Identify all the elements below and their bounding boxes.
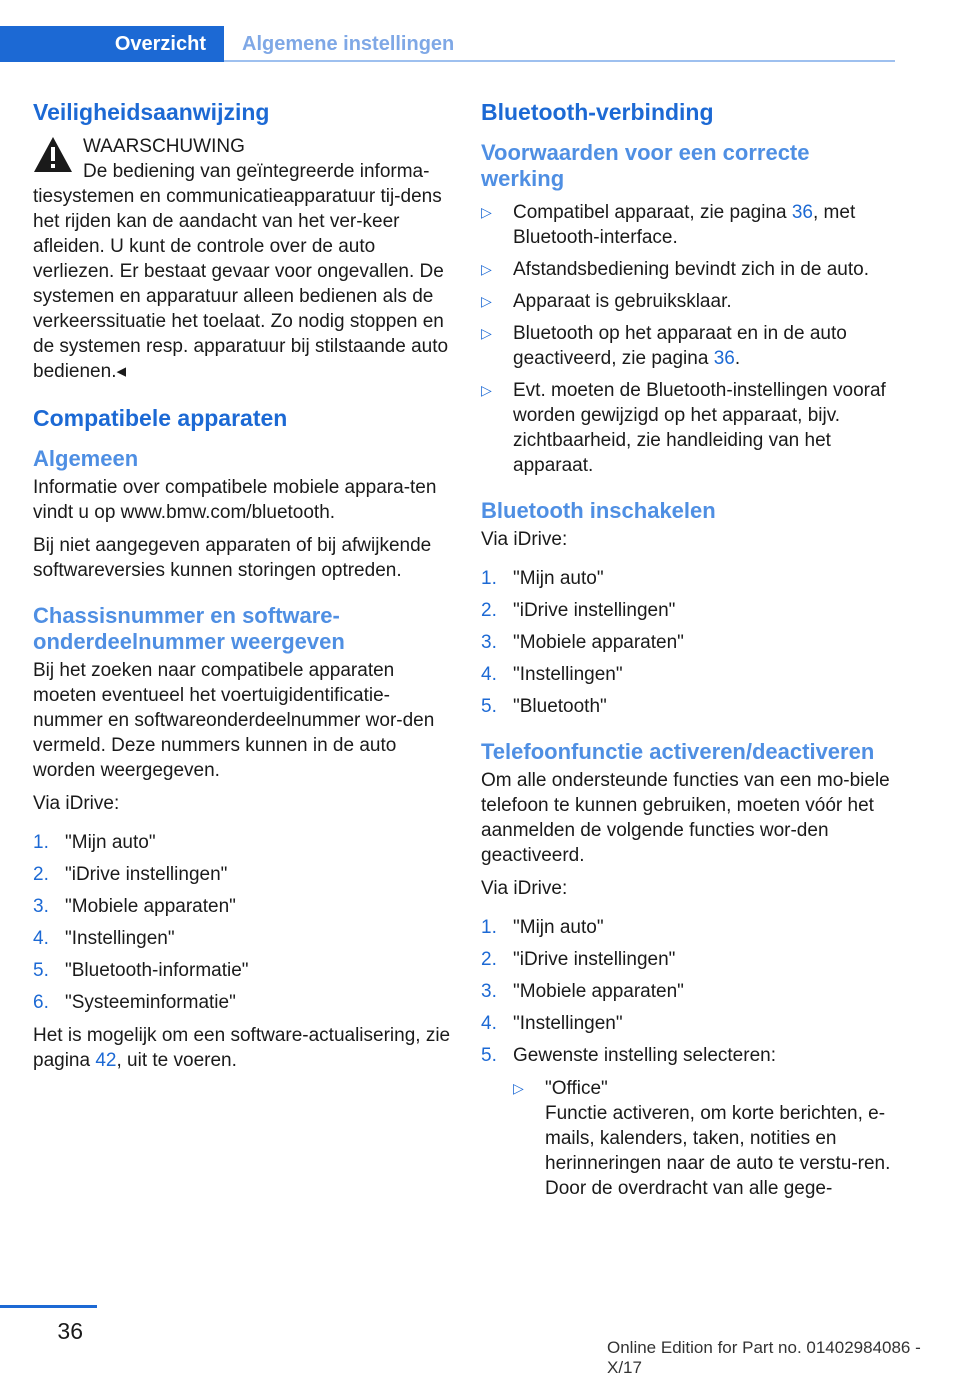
left-steps-list [33,830,451,1015]
list-item: 5. "Bluetooth" [481,696,607,717]
left-column [33,98,451,1081]
office-description: Functie activeren, om korte berichten, e-mails, kalenders, taken, notities en herinneringen naar de auto te verstu-ren. Door de overdracht van alle gege- [545,1103,891,1199]
list-item: 3. "Mobiele apparaten" [481,632,684,653]
list-item: ▷ Evt. moeten de Bluetooth-instellingen vooraf worden gewijzigd op het apparaat, bijv. zichtbaarheid, zie handleiding van het apparaat. [481,380,886,476]
edition-text: Online Edition for Part no. 01402984086 - X/17 [607,1338,921,1377]
chassis-paragraph: Bij het zoeken naar compatibele apparaten moeten eventueel het voertuigidentificatie-nummer en softwareonderdeelnummer wor-den vermeld. Deze nummers kunnen in de auto worden weergegeven. [33,660,435,781]
triangle-bullet-icon: ▷ [481,204,492,220]
via-idrive-label: Via iDrive: [33,793,120,814]
phone-paragraph: Om alle ondersteunde functies van een mo-biele telefoon te kunnen gebruiken, moeten vóór het aanmelden de volgende functies wor-den geactiveerd. [481,770,890,866]
list-item: 6. "Systeeminformatie" [33,992,236,1013]
list-item: 4. "Instellingen" [481,1013,623,1034]
list-item: ▷ Afstandsbediening bevindt zich in de auto. [481,259,869,280]
bluetooth-heading: Bluetooth-verbinding [481,99,714,125]
phone-function-heading: Telefoonfunctie activeren/deactiveren [481,739,875,764]
warning-text: tiesystemen en communicatieapparatuur tij-dens het rijden kan de aandacht van het ver-keer afleiden. U kunt de controle over de auto verliezen. Er bestaat gevaar voor ongevallen. De systemen en apparatuur alleen bedienen als de verkeerssituatie het toelaat. Zo nodig stoppen en de systemen resp. apparatuur bij stilstaande auto bedienen.◂ [33,186,449,382]
list-item: ▷ Bluetooth op het apparaat en in de auto geactiveerd, zie pagina 36. [481,323,847,369]
list-item: 5. "Bluetooth-informatie" [33,960,249,981]
list-item: ▷ Apparaat is gebruiksklaar. [481,291,732,312]
via-idrive-label: Via iDrive: [481,878,568,899]
office-sublist [513,1076,893,1201]
general-paragraph-1: Informatie over compatibele mobiele appara-ten vindt u op www.bmw.com/bluetooth. [33,477,437,523]
requirements-list [481,200,893,478]
list-item: 2. "iDrive instellingen" [33,864,228,885]
list-item: 1. "Mijn auto" [481,568,604,589]
compat-heading: Compatibele apparaten [33,405,288,431]
list-item: 3. "Mobiele apparaten" [481,981,684,1002]
tab-divider [224,60,895,62]
list-item: ▷ Compatibel apparaat, zie pagina 36, met Bluetooth-interface. [481,202,856,248]
tab-algemene-instellingen[interactable]: Algemene instellingen [242,33,455,55]
footer-rule [0,1305,97,1308]
update-paragraph: Het is mogelijk om een software-actualisering, zie pagina 42, uit te voeren. [33,1025,451,1071]
via-idrive-label: Via iDrive: [481,529,568,550]
list-item: 4. "Instellingen" [33,928,175,949]
list-item: 2. "iDrive instellingen" [481,949,676,970]
header-tabbar [0,0,960,62]
chassis-heading: Chassisnummer en software-onderdeelnummer weergeven [33,603,345,654]
list-item: 5. Gewenste instelling selecteren: ▷ "Office" Functie activeren, om korte berichten, e-mails, kalenders, taken, notities en herinneringen naar de auto te verstu-ren. Door de overdracht van alle gege- [481,1043,893,1201]
list-item [513,1076,893,1201]
tab-overzicht[interactable]: Overzicht [0,26,224,62]
list-item: 1. "Mijn auto" [33,832,156,853]
list-item: 4. "Instellingen" [481,664,623,685]
safety-heading: Veiligheidsaanwijzing [33,99,270,125]
warning-label: WAARSCHUWING [83,136,245,157]
right-column [481,98,893,1209]
bluetooth-on-heading: Bluetooth inschakelen [481,498,716,523]
page-link-36[interactable]: 36 [713,348,735,369]
triangle-bullet-icon: ▷ [481,382,492,398]
triangle-bullet-icon: ▷ [481,261,492,277]
warning-block [33,134,451,384]
phone-steps-list [481,915,893,1201]
page-link-36[interactable]: 36 [791,202,813,223]
requirements-heading: Voorwaarden voor een correcte werking [481,140,810,191]
triangle-bullet-icon: ▷ [481,293,492,309]
page-number: 36 [57,1318,83,1344]
general-heading: Algemeen [33,446,139,471]
triangle-bullet-icon: ▷ [513,1080,524,1096]
office-label: "Office" [545,1078,608,1099]
bluetooth-steps-list [481,566,893,719]
list-item: 3. "Mobiele apparaten" [33,896,236,917]
warning-triangle-icon [33,136,73,174]
list-item: 1. "Mijn auto" [481,917,604,938]
triangle-bullet-icon: ▷ [481,325,492,341]
warning-text-first: De bediening van geïntegreerde informa- [83,161,430,182]
page-link-42[interactable]: 42 [95,1050,117,1071]
list-item: 2. "iDrive instellingen" [481,600,676,621]
general-paragraph-2: Bij niet aangegeven apparaten of bij afwijkende softwareversies kunnen storingen optreden. [33,535,432,581]
